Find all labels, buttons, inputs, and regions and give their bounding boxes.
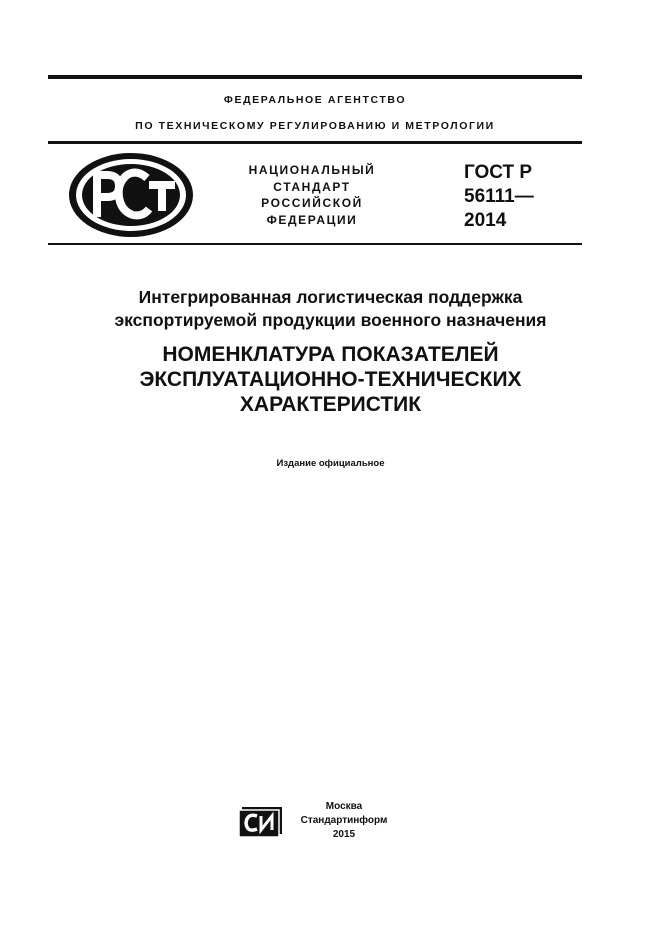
publisher-name: Стандартинформ — [300, 815, 388, 826]
top-rule — [48, 75, 582, 79]
national-standard-line: НАЦИОНАЛЬНЫЙ — [248, 163, 376, 177]
middle-rule — [48, 141, 582, 144]
standartinform-logo-icon — [239, 807, 282, 837]
bottom-rule — [48, 243, 582, 245]
national-standard-line: СТАНДАРТ — [273, 179, 351, 194]
subtitle-line: экспортируемой продукции военного назначения — [114, 310, 547, 330]
national-standard-line: РОССИЙСКОЙ — [261, 196, 363, 210]
publisher-block — [292, 800, 396, 842]
national-standard-label — [236, 162, 388, 228]
title-line: НОМЕНКЛАТУРА ПОКАЗАТЕЛЕЙ — [162, 343, 499, 366]
national-standard-line: ФЕДЕРАЦИИ — [266, 212, 358, 227]
title-line: ХАРАКТЕРИСТИК — [239, 393, 422, 416]
publisher-city: Москва — [325, 801, 363, 812]
title-line: ЭКСПЛУАТАЦИОННО-ТЕХНИЧЕСКИХ — [139, 368, 522, 391]
publication-year: 2015 — [332, 829, 356, 840]
agency-line-1: ФЕДЕРАЛЬНОЕ АГЕНТСТВО — [223, 94, 407, 106]
standard-designation — [464, 161, 534, 233]
edition-label: Издание официальное — [276, 458, 385, 469]
agency-line-2: ПО ТЕХНИЧЕСКОМУ РЕГУЛИРОВАНИЮ И МЕТРОЛОГИИ — [135, 120, 495, 132]
subtitle-line: Интегрированная логистическая поддержка — [138, 287, 523, 307]
designation-line: 56111— — [464, 186, 534, 207]
document-subtitle — [40, 286, 621, 332]
designation-line: 2014 — [464, 210, 507, 231]
designation-line: ГОСТ Р — [464, 162, 533, 183]
rst-logo-icon — [67, 151, 195, 239]
document-title — [40, 342, 621, 417]
